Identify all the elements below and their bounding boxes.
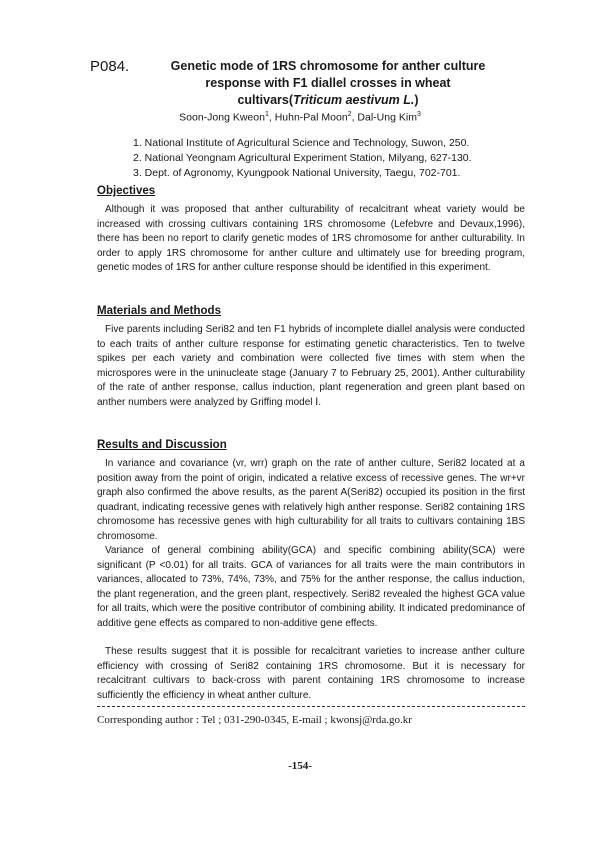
objectives-body: Although it was proposed that anther culturability of recalcitrant wheat variety would be increased with crossing cultivars containing 1RS chromosome (Lefebvre and Devaux,1996), there has been no report to clarify genetic modes of 1RS chromosome for anther culturability. In order to apply 1RS chromosome for anther culture and ultimately use for breeding program, genetic modes of 1RS for anther culture response should be identified in this experiment.: [97, 204, 525, 274]
results-p3-body: These results suggest that it is possible for recalcitrant varieties to increase anther culture efficiency with crossing of Seri82 containing 1RS chromosome. But it is necessary for recalcitrant cultivars to back-cross with parent containing 1RS chromosome to increase sufficiently the efficiency in wheat anther culture.: [97, 646, 525, 701]
results-paragraph-1: [97, 457, 525, 545]
methods-body: Five parents including Seri82 and ten F1 hybrids of incomplete diallel analysis were conducted to each traits of anther culture response for estimating genetic characteristics. Ten to twelve spikes per each variety and combination were collected five times with stem when the microspores were in the uninucleate stage (January 7 to February 25, 2001). Anther culturability of the rate of anther response, callus induction, plant regeneration and green plant based on anther numbers were analyzed by Griffing model Ⅰ.: [97, 324, 525, 408]
title-line-3: [138, 92, 518, 109]
author-2: Huhn-Pal Moon: [274, 111, 348, 124]
page-number: -154-: [288, 760, 312, 772]
author-3-affil: 3: [416, 111, 421, 118]
affiliation-2: 2. National Yeongnam Agricultural Experiment Station, Milyang, 627-130.: [133, 152, 472, 164]
objectives-heading: Objectives: [97, 185, 156, 197]
author-1-affil: 1: [264, 111, 269, 118]
abstract-title: [138, 58, 518, 109]
results-p1-body: In variance and covariance (vr, wrr) graph on the rate of anther culture, Seri82 located at a position away from the point of origin, indicated a relative excess of recessive genes. The wr+vr graph also confirmed the above results, as the parent A(Seri82) occupied its position in the first quadrant, indicating recessive genes with relatively high anther response. Seri82 containing 1RS chromosome has recessive genes with high culturability for all traits to cultivars containing 1BS chromosome.: [97, 458, 525, 542]
affiliation-3: 3. Dept. of Agronomy, Kyungpook National University, Taegu, 702-701.: [133, 167, 461, 179]
affiliation-1: 1. National Institute of Agricultural Science and Technology, Suwon, 250.: [133, 137, 470, 149]
corresponding-author: Corresponding author : Tel ; 031-290-0345, E-mail ; kwonsj@rda.go.kr: [97, 714, 412, 726]
results-p2-body: Variance of general combining ability(GCA) and specific combining ability(SCA) were significant (P <0.01) for all traits. GCA of variances for all traits were the main contributors in variances, allocated to 73%, 74%, 73%, and 75% for the anther response, the callus induction, the plant regeneration, and the green plant, respectively. Seri82 revealed the highest GCA value for all traits, which were the positive contributor of combining ability. It indicated predominance of additive gene effects as compared to non-additive gene effects.: [97, 545, 525, 629]
author-1: Soon-Jong Kweon: [179, 111, 265, 124]
results-paragraph-2: [97, 544, 525, 632]
methods-heading: Materials and Methods: [97, 305, 221, 317]
title-line-3-suffix: ): [414, 93, 419, 107]
title-line-3-prefix: cultivars(: [237, 93, 294, 107]
author-3: Dal-Ung Kim: [357, 111, 417, 124]
author-sep-1: ,: [268, 111, 275, 124]
methods-text: [97, 323, 525, 411]
author-sep-2: ,: [351, 111, 358, 124]
title-line-1: Genetic mode of 1RS chromosome for anther culture: [170, 59, 486, 73]
species-name: Triticum aestivum L.: [293, 93, 415, 107]
footer-divider: [97, 706, 525, 707]
abstract-code: P084.: [90, 58, 130, 75]
results-paragraph-3: [97, 645, 525, 703]
author-2-affil: 2: [347, 111, 352, 118]
objectives-text: [97, 203, 525, 276]
author-list: [110, 111, 490, 124]
results-heading: Results and Discussion: [97, 439, 227, 451]
affiliation-list: [133, 136, 472, 181]
title-line-2: response with F1 diallel crosses in wheat: [205, 76, 451, 90]
